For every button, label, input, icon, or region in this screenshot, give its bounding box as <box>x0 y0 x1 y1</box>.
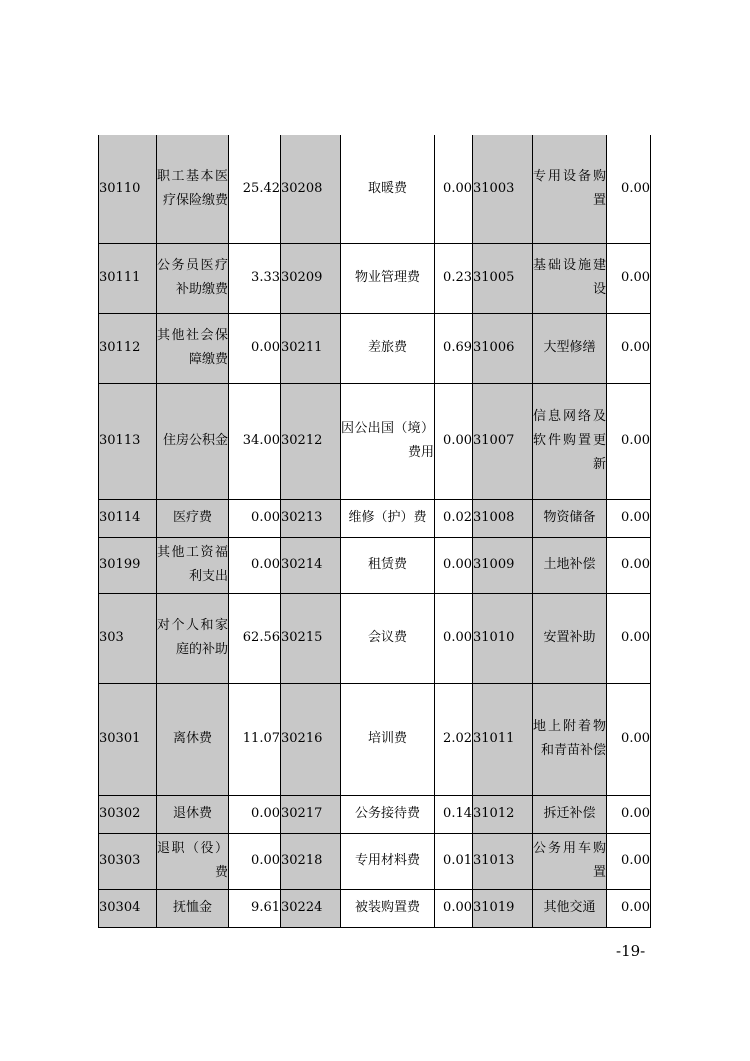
code-cell: 30224 <box>281 889 341 927</box>
item-name: 专用材料费 <box>341 833 435 889</box>
amount: 0.02 <box>435 499 473 537</box>
table-row <box>99 889 651 927</box>
item-name: 信息网络及软件购置更新 <box>533 383 607 499</box>
item-name: 取暖费 <box>341 135 435 243</box>
code-cell: 31006 <box>473 313 533 383</box>
code-cell: 30211 <box>281 313 341 383</box>
amount: 0.00 <box>607 499 651 537</box>
amount: 9.61 <box>229 889 281 927</box>
code-cell: 30218 <box>281 833 341 889</box>
item-name: 因公出国（境）费用 <box>341 383 435 499</box>
item-name: 拆迁补偿 <box>533 795 607 833</box>
amount: 0.00 <box>607 313 651 383</box>
amount: 0.00 <box>435 889 473 927</box>
item-name: 退休费 <box>157 795 229 833</box>
amount: 3.33 <box>229 243 281 313</box>
item-name: 对个人和家庭的补助 <box>157 593 229 683</box>
amount: 0.00 <box>607 383 651 499</box>
amount: 0.00 <box>607 683 651 795</box>
item-name: 物资储备 <box>533 499 607 537</box>
code-cell: 31009 <box>473 537 533 593</box>
item-name: 抚恤金 <box>157 889 229 927</box>
amount: 11.07 <box>229 683 281 795</box>
amount: 0.00 <box>229 833 281 889</box>
amount: 0.00 <box>229 537 281 593</box>
item-name: 大型修缮 <box>533 313 607 383</box>
amount: 0.00 <box>435 593 473 683</box>
item-name: 租赁费 <box>341 537 435 593</box>
code-cell: 30301 <box>99 683 157 795</box>
amount: 0.00 <box>607 135 651 243</box>
amount: 0.00 <box>229 313 281 383</box>
amount: 0.00 <box>607 795 651 833</box>
table-row <box>99 833 651 889</box>
table-row <box>99 683 651 795</box>
code-cell: 30212 <box>281 383 341 499</box>
amount: 0.00 <box>607 593 651 683</box>
budget-table <box>98 135 651 928</box>
table-row <box>99 795 651 833</box>
item-name: 基础设施建设 <box>533 243 607 313</box>
code-cell: 30110 <box>99 135 157 243</box>
item-name: 土地补偿 <box>533 537 607 593</box>
item-name: 会议费 <box>341 593 435 683</box>
table-row <box>99 313 651 383</box>
code-cell: 31007 <box>473 383 533 499</box>
table-row <box>99 593 651 683</box>
item-name: 安置补助 <box>533 593 607 683</box>
code-cell: 31008 <box>473 499 533 537</box>
item-name: 医疗费 <box>157 499 229 537</box>
item-name: 退职（役）费 <box>157 833 229 889</box>
item-name: 专用设备购置 <box>533 135 607 243</box>
code-cell: 30112 <box>99 313 157 383</box>
code-cell: 30114 <box>99 499 157 537</box>
table-row <box>99 243 651 313</box>
code-cell: 31011 <box>473 683 533 795</box>
item-name: 物业管理费 <box>341 243 435 313</box>
code-cell: 30111 <box>99 243 157 313</box>
item-name: 差旅费 <box>341 313 435 383</box>
code-cell: 303 <box>99 593 157 683</box>
amount: 0.00 <box>607 243 651 313</box>
item-name: 住房公积金 <box>157 383 229 499</box>
amount: 0.00 <box>607 833 651 889</box>
code-cell: 31003 <box>473 135 533 243</box>
code-cell: 30216 <box>281 683 341 795</box>
amount: 62.56 <box>229 593 281 683</box>
code-cell: 30113 <box>99 383 157 499</box>
amount: 0.00 <box>435 135 473 243</box>
amount: 2.02 <box>435 683 473 795</box>
amount: 0.23 <box>435 243 473 313</box>
amount: 0.00 <box>607 889 651 927</box>
amount: 0.01 <box>435 833 473 889</box>
code-cell: 30208 <box>281 135 341 243</box>
amount: 0.69 <box>435 313 473 383</box>
code-cell: 30303 <box>99 833 157 889</box>
item-name: 维修（护）费 <box>341 499 435 537</box>
table-row <box>99 537 651 593</box>
code-cell: 31010 <box>473 593 533 683</box>
code-cell: 31019 <box>473 889 533 927</box>
code-cell: 30199 <box>99 537 157 593</box>
item-name: 离休费 <box>157 683 229 795</box>
code-cell: 30217 <box>281 795 341 833</box>
amount: 25.42 <box>229 135 281 243</box>
code-cell: 30213 <box>281 499 341 537</box>
item-name: 公务用车购置 <box>533 833 607 889</box>
code-cell: 30214 <box>281 537 341 593</box>
item-name: 其他交通 <box>533 889 607 927</box>
item-name: 其他社会保障缴费 <box>157 313 229 383</box>
code-cell: 30209 <box>281 243 341 313</box>
amount: 34.00 <box>229 383 281 499</box>
amount: 0.14 <box>435 795 473 833</box>
code-cell: 30215 <box>281 593 341 683</box>
amount: 0.00 <box>435 383 473 499</box>
code-cell: 30304 <box>99 889 157 927</box>
amount: 0.00 <box>229 795 281 833</box>
item-name: 地上附着物和青苗补偿 <box>533 683 607 795</box>
item-name: 职工基本医疗保险缴费 <box>157 135 229 243</box>
amount: 0.00 <box>435 537 473 593</box>
amount: 0.00 <box>229 499 281 537</box>
table-row <box>99 383 651 499</box>
item-name: 公务员医疗补助缴费 <box>157 243 229 313</box>
item-name: 培训费 <box>341 683 435 795</box>
table-row <box>99 135 651 243</box>
amount: 0.00 <box>607 537 651 593</box>
code-cell: 31005 <box>473 243 533 313</box>
page-number: -19- <box>616 942 646 960</box>
item-name: 公务接待费 <box>341 795 435 833</box>
table-row <box>99 499 651 537</box>
code-cell: 31013 <box>473 833 533 889</box>
code-cell: 31012 <box>473 795 533 833</box>
item-name: 被装购置费 <box>341 889 435 927</box>
code-cell: 30302 <box>99 795 157 833</box>
item-name: 其他工资福利支出 <box>157 537 229 593</box>
